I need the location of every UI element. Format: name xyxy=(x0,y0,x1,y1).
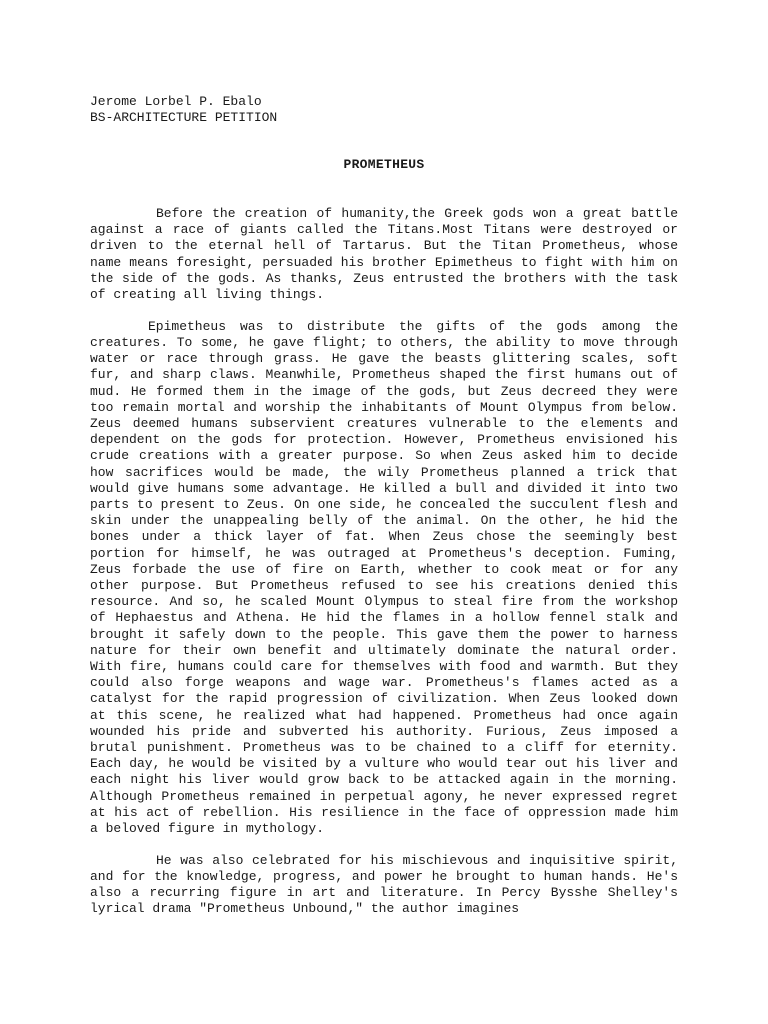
author-name: Jerome Lorbel P. Ebalo xyxy=(90,94,262,109)
paragraph: He was also celebrated for his mischievous and inquisitive spirit, and for the knowledge, progress, and power he brought to human hands. He's also a recurring figure in art and literature. In Percy Bysshe Shelley's lyrical drama "Prometheus Unbound," the author imagines xyxy=(90,852,678,917)
document-header xyxy=(90,94,277,126)
course-line: BS-ARCHITECTURE PETITION xyxy=(90,110,278,126)
document-title: PROMETHEUS xyxy=(343,157,425,172)
document-body xyxy=(90,206,678,933)
paragraph: Epimetheus was to distribute the gifts of the gods among the creatures. To some, he gave flight; to others, the ability to move through water or race through grass. He gave the beasts glittering scales, soft fur, and sharp claws. Meanwhile, Prometheus shaped the first humans out of mud. He formed them in the image of the gods, but Zeus decreed they were too remain mortal and worship the inhabitants of Mount Olympus from below. Zeus deemed humans subservient creatures vulnerable to the elements and dependent on the gods for protection. However, Prometheus envisioned his crude creations with a greater purpose. So when Zeus asked him to decide how sacrifices would be made, the wily Prometheus planned a trick that would give humans some advantage. He killed a bull and divided it into two parts to present to Zeus. On one side, he concealed the succulent flesh and skin under the unappealing belly of the animal. On the other, he hid the bones under a thick layer of fat. When Zeus chose the seemingly best portion for himself, he was outraged at Prometheus's deception. Fuming, Zeus forbade the use of fire on Earth, whether to cook meat or for any other purpose. But Prometheus refused to see his creations denied this resource. And so, he scaled Mount Olympus to steal fire from the workshop of Hephaestus and Athena. He hid the flames in a hollow fennel stalk and brought it safely down to the people. This gave them the power to harness nature for their own benefit and ultimately dominate the natural order. With fire, humans could care for themselves with food and warmth. But they could also forge weapons and wage war. Prometheus's flames acted as a catalyst for the rapid progression of civilization. When Zeus looked down at this scene, he realized what had happened. Prometheus had once again wounded his pride and subverted his authority. Furious, Zeus imposed a brutal punishment. Prometheus was to be chained to a cliff for eternity. Each day, he would be visited by a vulture who would tear out his liver and each night his liver would grow back to be attacked again in the morning. Although Prometheus remained in perpetual agony, he never expressed regret at his act of rebellion. His resilience in the face of oppression made him a beloved figure in mythology. xyxy=(90,318,678,837)
paragraph: Before the creation of humanity,the Greek gods won a great battle against a race of giants called the Titans.Most Titans were destroyed or driven to the eternal hell of Tartarus. But the Titan Prometheus, whose name means foresight, persuaded his brother Epimetheus to fight with him on the side of the gods. As thanks, Zeus entrusted the brothers with the task of creating all living things. xyxy=(90,206,678,303)
